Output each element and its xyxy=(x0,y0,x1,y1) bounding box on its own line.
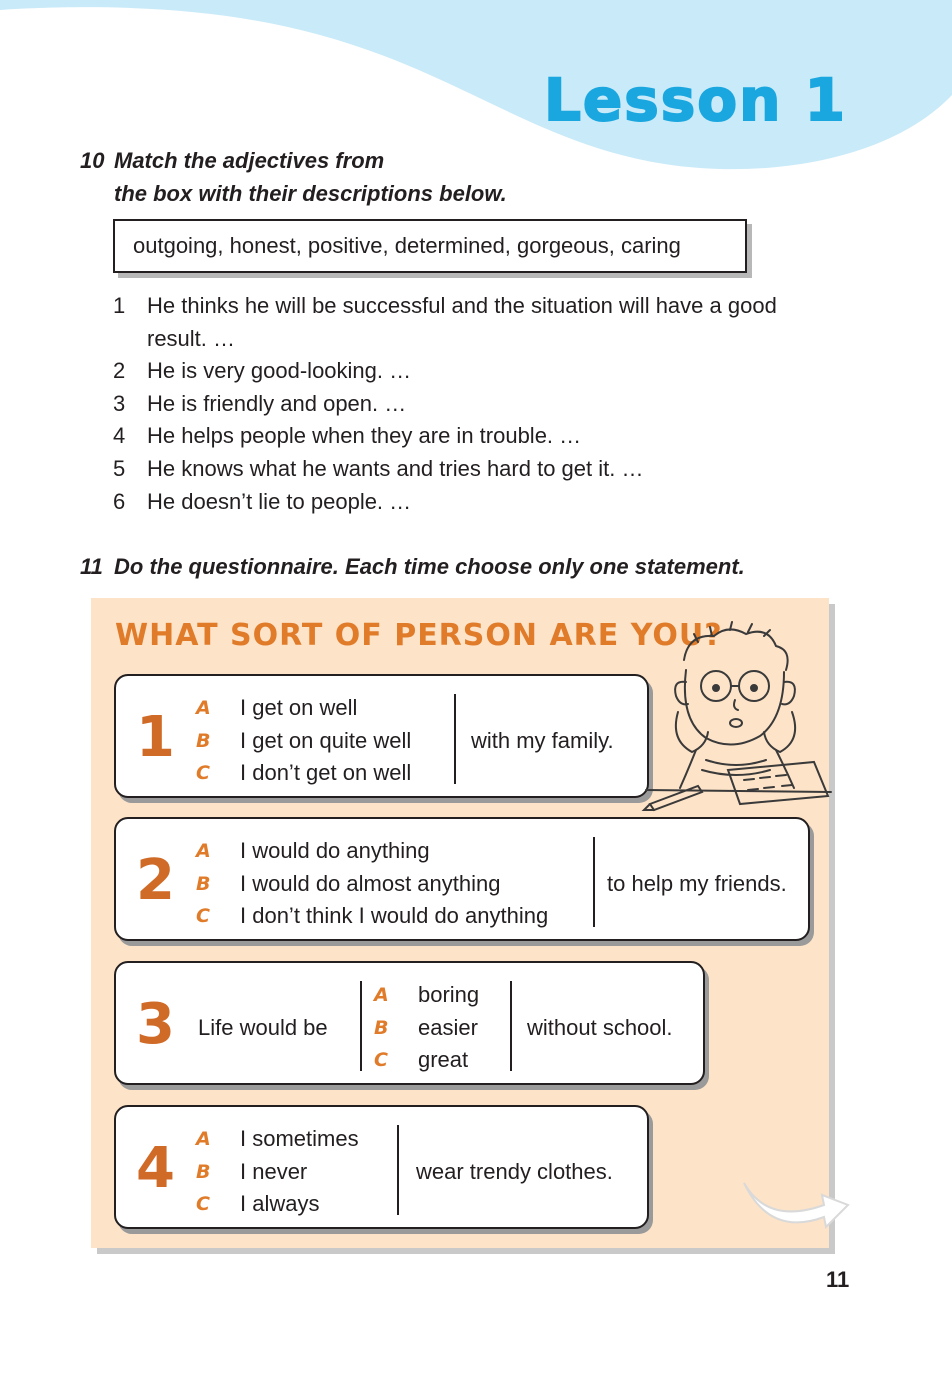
question-ending: wear trendy clothes. xyxy=(416,1159,613,1184)
questionnaire-title: WHAT SORT OF PERSON ARE YOU? xyxy=(115,618,723,653)
question-card-4 xyxy=(114,1105,649,1229)
question-ending: without school. xyxy=(527,1015,673,1040)
question-number: 3 xyxy=(136,992,175,1057)
divider xyxy=(454,694,456,784)
option-text: I sometimes xyxy=(240,1126,359,1151)
option-text: I never xyxy=(240,1158,308,1184)
option-letter: A xyxy=(374,984,389,1006)
exercise-10-heading xyxy=(80,144,507,210)
option-a[interactable] xyxy=(374,979,479,1012)
option-text: I always xyxy=(240,1191,320,1217)
description-list xyxy=(113,290,787,518)
exercise-number: 10 xyxy=(80,148,105,173)
item-number: 1 xyxy=(113,293,126,318)
option-b[interactable] xyxy=(374,1012,479,1045)
option-letter: A xyxy=(196,840,211,862)
curved-arrow-icon[interactable] xyxy=(738,1175,852,1235)
instruction: Do the questionnaire. Each time choose only one statement. xyxy=(114,554,745,579)
option-b[interactable] xyxy=(196,725,411,758)
option-letter: C xyxy=(196,1193,210,1216)
question-card-1 xyxy=(114,674,649,798)
exercise-number: 11 xyxy=(80,554,103,579)
option-text: boring xyxy=(418,982,480,1007)
question-ending: with my family. xyxy=(471,728,614,753)
option-letter: B xyxy=(196,729,211,752)
option-text: I don’t think I would do anything xyxy=(240,903,549,929)
item-number: 4 xyxy=(113,423,126,449)
list-item xyxy=(113,453,787,486)
option-text: I would do anything xyxy=(240,838,430,863)
item-text: He knows what he wants and tries hard to get it. … xyxy=(147,455,644,481)
divider xyxy=(360,981,362,1071)
item-number: 6 xyxy=(113,488,126,514)
option-a[interactable] xyxy=(196,1123,359,1156)
instruction-line-2: the box with their descriptions below. xyxy=(114,181,507,206)
item-text: He is friendly and open. … xyxy=(147,390,407,416)
divider xyxy=(593,837,595,927)
boy-with-glasses-illustration xyxy=(636,620,836,816)
exercise-11-heading xyxy=(80,550,745,583)
divider xyxy=(510,981,512,1071)
question-card-3 xyxy=(114,961,705,1085)
question-number: 2 xyxy=(136,848,175,913)
option-letter: C xyxy=(196,762,210,785)
page-number: 11 xyxy=(826,1267,850,1292)
question-prefix: Life would be xyxy=(198,1015,328,1040)
option-letter: B xyxy=(196,1160,211,1183)
list-item xyxy=(113,290,787,355)
option-text: I get on quite well xyxy=(240,727,412,753)
option-letter: A xyxy=(196,697,211,719)
question-ending: to help my friends. xyxy=(607,871,787,896)
option-letter: B xyxy=(196,872,211,895)
options xyxy=(196,835,548,933)
options xyxy=(196,692,411,790)
question-number: 4 xyxy=(136,1136,175,1201)
item-number: 3 xyxy=(113,390,126,416)
option-text: I would do almost anything xyxy=(240,870,501,896)
item-text: He thinks he will be successful and the situation will have a good result. … xyxy=(147,293,777,351)
list-item xyxy=(113,486,787,519)
option-a[interactable] xyxy=(196,692,411,725)
item-text: He is very good-looking. … xyxy=(147,358,412,384)
option-text: I get on well xyxy=(240,695,358,720)
question-number: 1 xyxy=(136,705,175,770)
option-letter: C xyxy=(374,1049,388,1072)
options xyxy=(374,979,479,1077)
option-c[interactable] xyxy=(196,900,548,933)
option-text: great xyxy=(418,1047,469,1073)
list-item xyxy=(113,420,787,453)
list-item xyxy=(113,388,787,421)
item-text: He doesn’t lie to people. … xyxy=(147,488,412,514)
item-number: 5 xyxy=(113,455,126,481)
divider xyxy=(397,1125,399,1215)
option-b[interactable] xyxy=(196,868,548,901)
option-letter: C xyxy=(196,905,210,928)
option-a[interactable] xyxy=(196,835,548,868)
options xyxy=(196,1123,359,1221)
option-text: I don’t get on well xyxy=(240,760,412,786)
option-c[interactable] xyxy=(196,1188,359,1221)
question-card-2 xyxy=(114,817,810,941)
list-item xyxy=(113,355,787,388)
option-c[interactable] xyxy=(374,1044,479,1077)
option-letter: B xyxy=(374,1016,389,1039)
lesson-title: Lesson 1 xyxy=(543,66,847,134)
instruction-line-1: Match the adjectives from xyxy=(114,148,385,173)
option-text: easier xyxy=(418,1014,478,1040)
option-c[interactable] xyxy=(196,757,411,790)
option-letter: A xyxy=(196,1128,211,1150)
item-number: 2 xyxy=(113,358,126,384)
word-box: outgoing, honest, positive, determined, gorgeous, caring xyxy=(113,219,747,273)
option-b[interactable] xyxy=(196,1156,359,1189)
item-text: He helps people when they are in trouble. … xyxy=(147,423,582,449)
